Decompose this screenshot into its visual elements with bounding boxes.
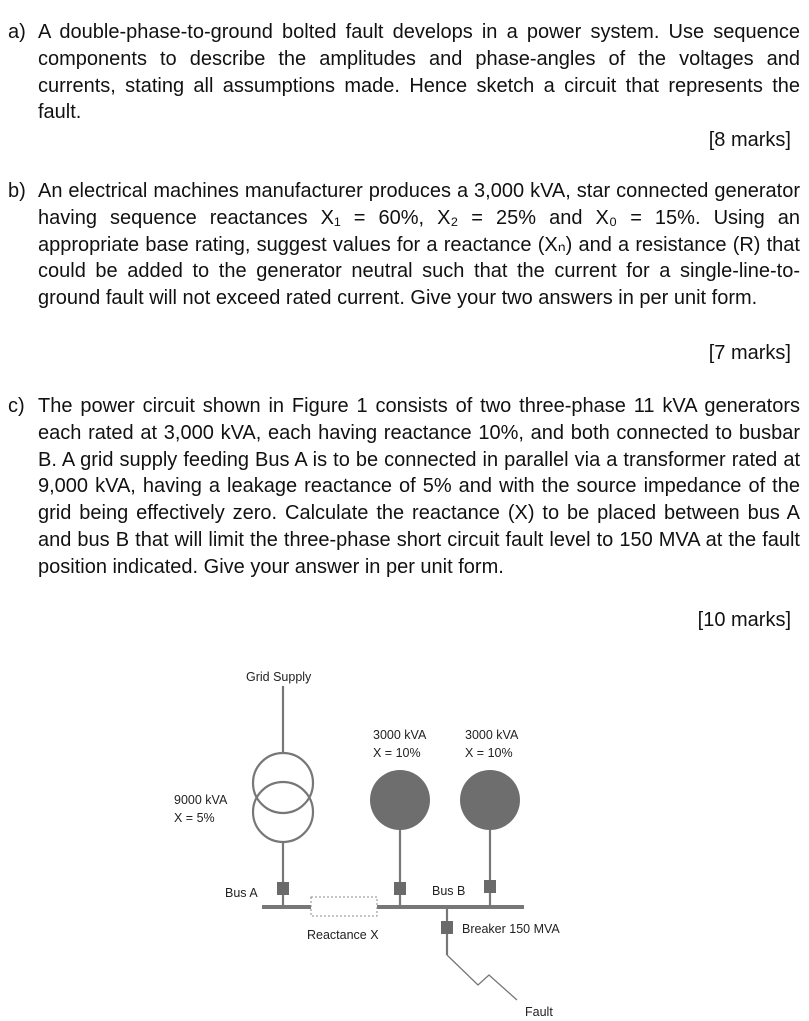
generator-2: [460, 770, 520, 830]
question-label: b): [8, 180, 26, 202]
marks: [8 marks]: [708, 129, 791, 151]
transformer-reactance-label: X = 5%: [174, 811, 215, 825]
gen1-rating-label: 3000 kVA: [373, 728, 427, 742]
gen1-reactance-label: X = 10%: [373, 746, 421, 760]
gen2-rating-label: 3000 kVA: [465, 728, 519, 742]
gen2-reactance-label: X = 10%: [465, 746, 513, 760]
bus-a-breaker: [277, 882, 289, 895]
question-label: a): [8, 21, 26, 43]
bus-a-label: Bus A: [225, 886, 258, 900]
gen2-breaker: [484, 880, 496, 893]
reactance-x-box: [311, 897, 377, 916]
breaker-label: Breaker 150 MVA: [462, 922, 560, 936]
reactance-x-label: Reactance X: [307, 928, 379, 942]
question-text: An electrical machines manufacturer produces a 3,000 kVA, star connected generator having sequence reactances X₁ = 60%, X₂ = 25% and X₀ = 15%. Using an appropriate base rating, suggest values for a reactance (Xₙ) and a resistance (R) that could be added to the generator neutral such that the current for a single-line-to-ground fault will not exceed rated current. Give your two answers in per unit form.: [38, 180, 800, 310]
marks: [7 marks]: [708, 342, 791, 364]
fault-label: Fault: [525, 1005, 553, 1019]
fault-path: [447, 955, 517, 1000]
feeder-breaker: [441, 921, 453, 934]
transformer-rating-label: 9000 kVA: [174, 793, 228, 807]
grid-supply-label: Grid Supply: [246, 670, 312, 684]
bus-b-label: Bus B: [432, 884, 466, 898]
question-text: A double-phase-to-ground bolted fault develops in a power system. Use sequence components to describe the amplitudes and phase-angles of the voltages and currents, stating all assumptions made. Hence sketch a circuit that represents the fault.: [38, 21, 800, 124]
question-text: The power circuit shown in Figure 1 consists of two three-phase 11 kVA generators each rated at 3,000 kVA, each having reactance 10%, and both connected to busbar B. A grid supply feeding Bus A is to be connected in parallel via a transformer rated at 9,000 kVA, having a leakage reactance of 5% and with the source impedance of the grid being effectively zero. Calculate the reactance (X) to be placed between bus A and bus B that will limit the three-phase short circuit fault level to 150 MVA at the fault position indicated. Give your answer in per unit form.: [38, 395, 800, 578]
gen1-breaker: [394, 882, 406, 895]
generator-1: [370, 770, 430, 830]
question-label: c): [8, 395, 25, 417]
marks: [10 marks]: [697, 609, 791, 631]
